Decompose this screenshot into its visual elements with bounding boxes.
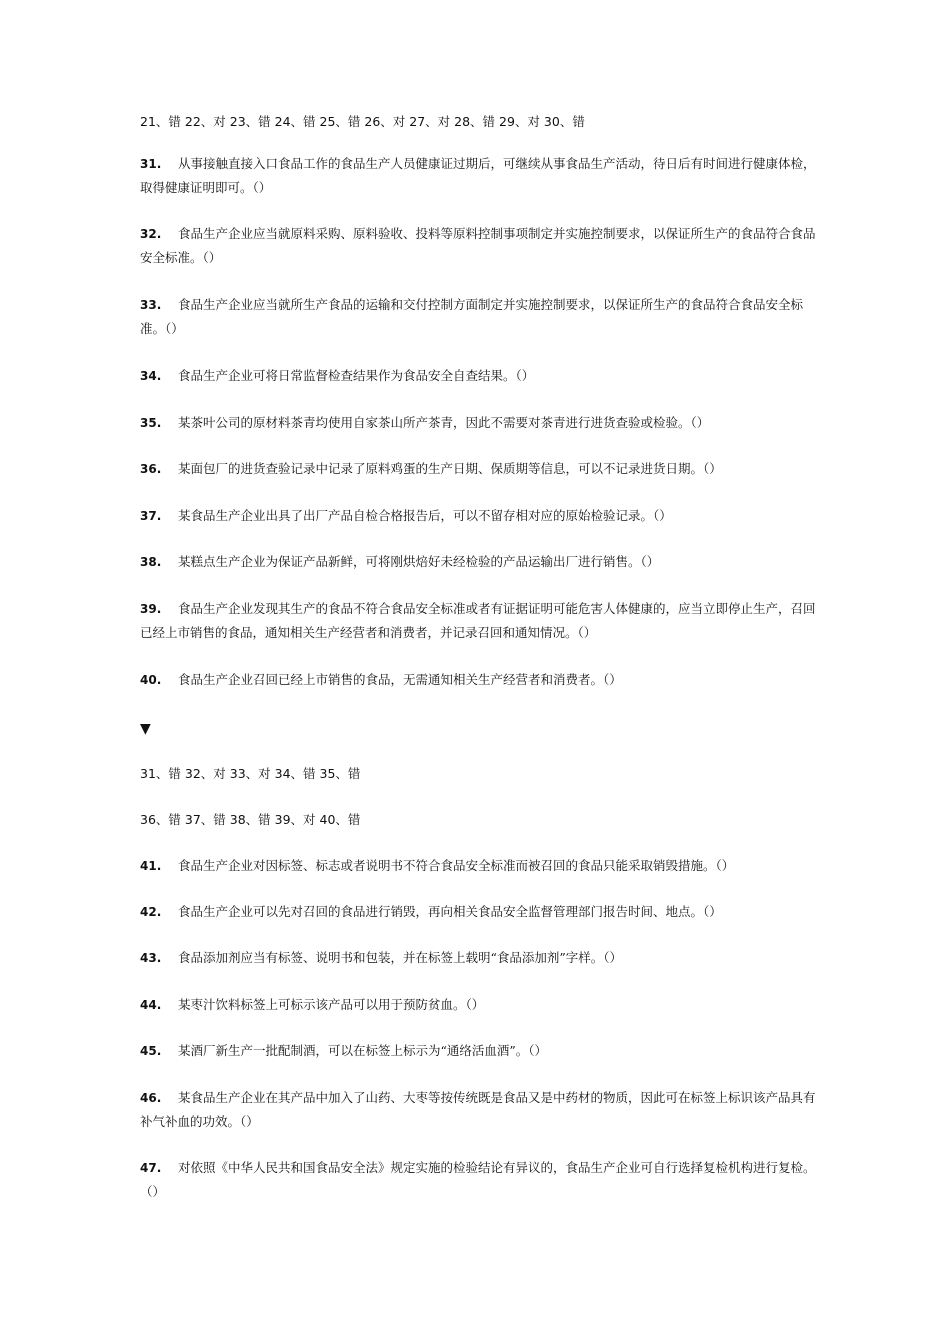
question-35 (140, 411, 820, 435)
answer-line-36-40: 36、错 37、错 38、错 39、对 40、错 (140, 812, 361, 827)
question-text: 某食品生产企业在其产品中加入了山药、大枣等按传统既是食品又是中药材的物质，因此可在标签上标识该产品具有补气补血的功效。（） (140, 1090, 816, 1129)
question-number: 34. (140, 369, 162, 383)
answer-line-21-30: 21、错 22、对 23、错 24、错 25、错 26、对 27、对 28、错 29、对 30、错 (140, 114, 585, 129)
question-number: 42. (140, 905, 162, 919)
question-44 (140, 993, 820, 1017)
question-number: 46. (140, 1091, 162, 1105)
question-number: 35. (140, 416, 162, 430)
question-47 (140, 1156, 820, 1204)
question-text: 食品生产企业应当就原料采购、原料验收、投料等原料控制事项制定并实施控制要求，以保证所生产的食品符合食品安全标准。（） (140, 226, 816, 265)
question-text: 食品生产企业可以先对召回的食品进行销毁，再向相关食品安全监督管理部门报告时间、地点。（） (178, 904, 722, 919)
question-41 (140, 854, 820, 878)
question-number: 47. (140, 1161, 162, 1175)
question-text: 从事接触直接入口食品工作的食品生产人员健康证过期后，可继续从事食品生产活动，待日后有时间进行健康体检，取得健康证明即可。（） (140, 156, 816, 195)
question-number: 45. (140, 1044, 162, 1058)
question-31 (140, 152, 820, 200)
question-38 (140, 550, 820, 574)
question-number: 43. (140, 951, 162, 965)
question-number: 32. (140, 227, 162, 241)
question-32 (140, 222, 820, 270)
question-45 (140, 1039, 820, 1063)
question-number: 38. (140, 555, 162, 569)
question-text: 某糕点生产企业为保证产品新鲜，可将刚烘焙好未经检验的产品运输出厂进行销售。（） (178, 554, 660, 569)
question-number: 40. (140, 673, 162, 687)
question-number: 37. (140, 509, 162, 523)
question-text: 某枣汁饮料标签上可标示该产品可以用于预防贫血。（） (178, 997, 485, 1012)
question-text: 食品添加剂应当有标签、说明书和包装，并在标签上载明“食品添加剂”字样。（） (178, 950, 623, 965)
question-42 (140, 900, 820, 924)
question-46 (140, 1086, 820, 1134)
question-37 (140, 504, 820, 528)
question-number: 31. (140, 157, 162, 171)
question-number: 39. (140, 602, 162, 616)
question-text: 某面包厂的进货查验记录中记录了原料鸡蛋的生产日期、保质期等信息，可以不记录进货日期。（） (178, 461, 722, 476)
question-number: 44. (140, 998, 162, 1012)
question-text: 食品生产企业可将日常监督检查结果作为食品安全自查结果。（） (178, 368, 535, 383)
question-number: 33. (140, 298, 162, 312)
question-text: 对依照《中华人民共和国食品安全法》规定实施的检验结论有异议的，食品生产企业可自行选择复检机构进行复检。（） (140, 1160, 816, 1199)
answer-line-31-35: 31、错 32、对 33、对 34、错 35、错 (140, 766, 361, 781)
question-text: 某食品生产企业出具了出厂产品自检合格报告后，可以不留存相对应的原始检验记录。（） (178, 508, 672, 523)
question-34 (140, 364, 820, 388)
question-text: 食品生产企业发现其生产的食品不符合食品安全标准或者有证据证明可能危害人体健康的，应当立即停止生产，召回已经上市销售的食品，通知相关生产经营者和消费者，并记录召回和通知情况。（） (140, 601, 816, 640)
question-number: 41. (140, 859, 162, 873)
question-39 (140, 597, 820, 645)
question-text: 某酒厂新生产一批配制酒，可以在标签上标示为“通络活血酒”。（） (178, 1043, 548, 1058)
question-number: 36. (140, 462, 162, 476)
question-text: 食品生产企业对因标签、标志或者说明书不符合食品安全标准而被召回的食品只能采取销毁措施。（） (178, 858, 735, 873)
question-40 (140, 668, 820, 692)
question-33 (140, 293, 820, 341)
question-43 (140, 946, 820, 970)
question-36 (140, 457, 820, 481)
question-text: 某茶叶公司的原材料茶青均使用自家茶山所产茶青，因此不需要对茶青进行进货查验或检验。（） (178, 415, 710, 430)
question-text: 食品生产企业应当就所生产食品的运输和交付控制方面制定并实施控制要求，以保证所生产的食品符合食品安全标准。（） (140, 297, 804, 336)
triangle-down-icon: ▼ (140, 721, 151, 737)
question-text: 食品生产企业召回已经上市销售的食品，无需通知相关生产经营者和消费者。（） (178, 672, 622, 687)
